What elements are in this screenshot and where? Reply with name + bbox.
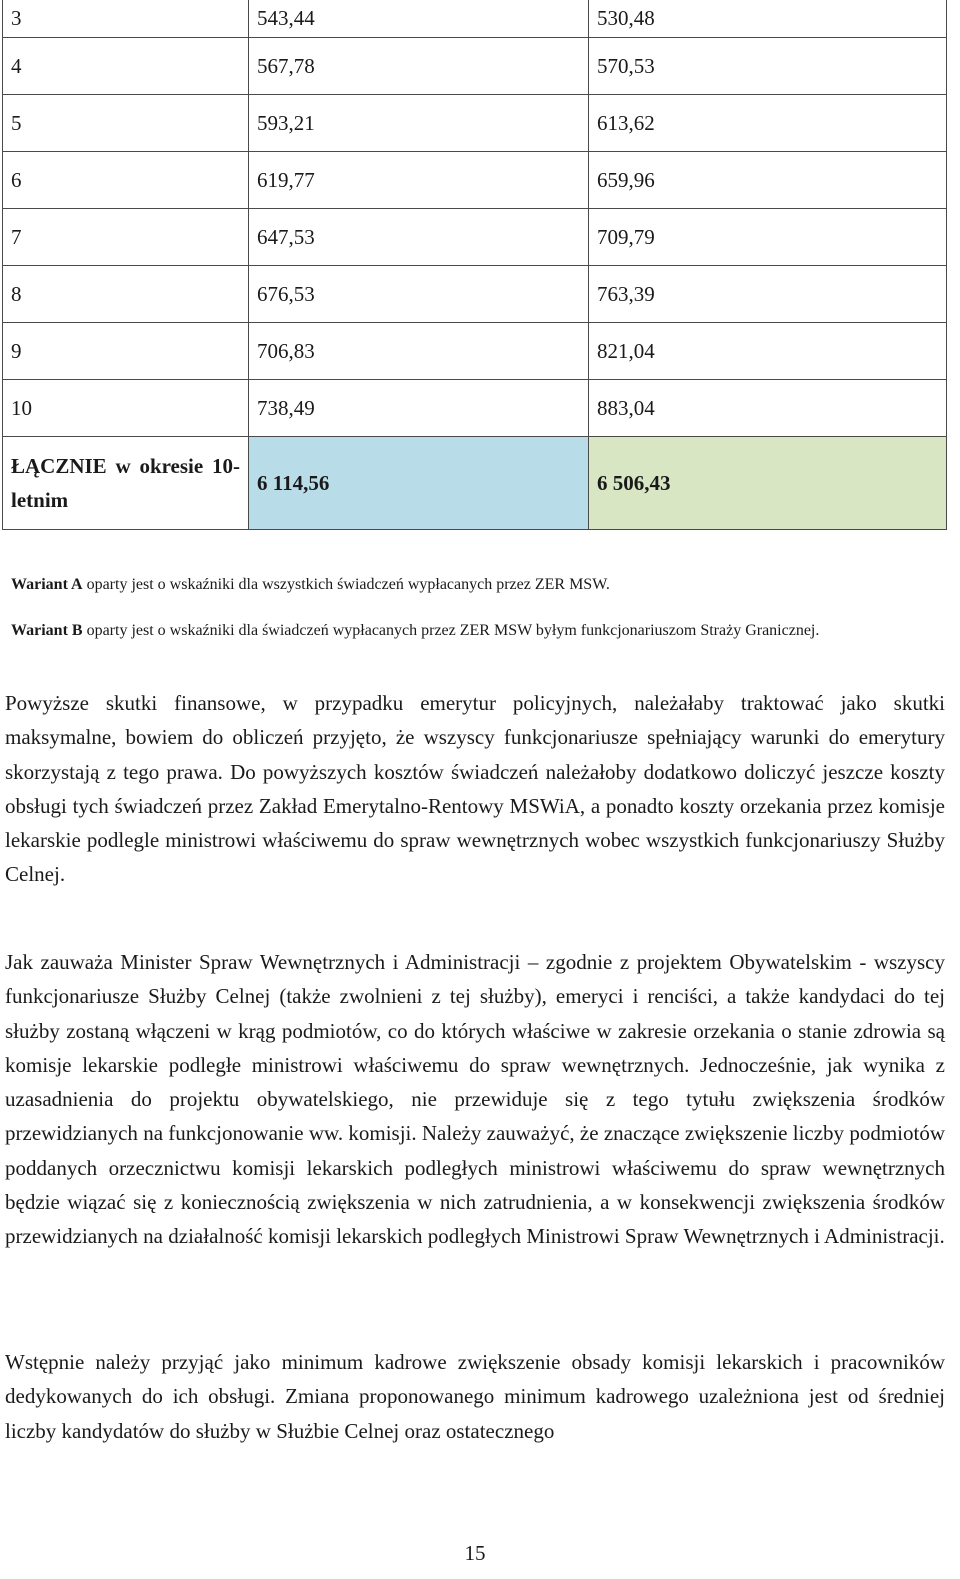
variant-b-cell: 763,39 [589,266,947,323]
year-cell: 5 [3,95,249,152]
variant-b-text: oparty jest o wskaźniki dla świadczeń wypłacanych przez ZER MSW byłym funkcjonariuszom Straży Granicznej. [82,622,820,639]
table-row [3,323,947,380]
year-cell: 3 [3,0,249,38]
table-row [3,0,947,38]
table-row [3,266,947,323]
variant-a-cell: 706,83 [249,323,589,380]
variant-b-cell: 883,04 [589,380,947,437]
variant-a-cell: 676,53 [249,266,589,323]
table-row [3,95,947,152]
variant-a-cell: 738,49 [249,380,589,437]
variant-b-cell: 659,96 [589,152,947,209]
table-row [3,38,947,95]
table-row [3,380,947,437]
total-variant-b-cell: 6 506,43 [589,437,947,530]
year-cell: 4 [3,38,249,95]
total-variant-a-cell: 6 114,56 [249,437,589,530]
variant-b-label: Wariant B [11,622,83,639]
variant-a-cell: 593,21 [249,95,589,152]
year-cell: 6 [3,152,249,209]
variant-a-cell: 543,44 [249,0,589,38]
variant-b-cell: 570,53 [589,38,947,95]
variant-a-note [11,575,951,595]
page-number: 15 [464,1541,486,1565]
benefits-table-body [3,0,947,530]
table-total-row [3,437,947,530]
variant-a-label: Wariant A [11,576,83,593]
paragraph-2: Jak zauważa Minister Spraw Wewnętrznych i Administracji – zgodnie z projektem Obywatelskim - wszyscy funkcjonariusze Służby Celnej (także zwolnieni z tej służby), emeryci i renciści, a także kandydaci do tej służby zostaną włączeni w krąg podmiotów, co do których właściwe w zakresie orzekania o stanie zdrowia są komisje lekarskie podległe ministrowi właściwemu do spraw wewnętrznych. Jednocześnie, jak wynika z uzasadnienia do projektu obywatelskiego, nie przewiduje się z tego tytułu zwiększenia środków przewidzianych na funkcjonowanie ww. komisji. Należy zauważyć, że znaczące zwiększenie liczby podmiotów poddanych orzecznictwu komisji lekarskich podległych ministrowi właściwemu do spraw wewnętrznych będzie wiązać się z koniecznością zwiększenia w nich zatrudnienia, a w konsekwencji zwiększenia środków przewidzianych na działalność komisji lekarskich podległych Ministrowi Spraw Wewnętrznych i Administracji. [5,950,945,1249]
year-cell: 8 [3,266,249,323]
variant-b-cell: 530,48 [589,0,947,38]
variant-a-cell: 647,53 [249,209,589,266]
paragraph-3: Wstępnie należy przyjąć jako minimum kadrowe zwiększenie obsady komisji lekarskich i pracowników dedykowanych do ich obsługi. Zmiana proponowanego minimum kadrowego uzależniona jest od średniej liczby kandydatów do służby w Służbie Celnej oraz ostatecznego [5,1350,945,1443]
table-row [3,152,947,209]
total-label-cell: ŁĄCZNIE w okresie 10-letnim [3,437,249,530]
paragraph-1: Powyższe skutki finansowe, w przypadku emerytur policyjnych, należałaby traktować jako skutki maksymalne, bowiem do obliczeń przyjęto, że wszyscy funkcjonariusze spełniający warunki do emerytury skorzystają z tego prawa. Do powyższych kosztów świadczeń należałoby dodatkowo doliczyć jeszcze koszty obsługi tych świadczeń przez Zakład Emerytalno-Rentowy MSWiA, a ponadto koszty orzekania przez komisje lekarskie podlegle ministrowi właściwemu do spraw wewnętrznych wobec wszystkich funkcjonariuszy Służby Celnej. [5,691,945,887]
variant-b-note [11,621,951,641]
variant-b-cell: 709,79 [589,209,947,266]
variant-b-cell: 821,04 [589,323,947,380]
variant-a-cell: 567,78 [249,38,589,95]
variant-a-text: oparty jest o wskaźniki dla wszystkich świadczeń wypłacanych przez ZER MSW. [82,576,610,593]
variant-a-cell: 619,77 [249,152,589,209]
year-cell: 9 [3,323,249,380]
year-cell: 7 [3,209,249,266]
benefits-table [2,0,947,530]
table-row [3,209,947,266]
year-cell: 10 [3,380,249,437]
variant-b-cell: 613,62 [589,95,947,152]
